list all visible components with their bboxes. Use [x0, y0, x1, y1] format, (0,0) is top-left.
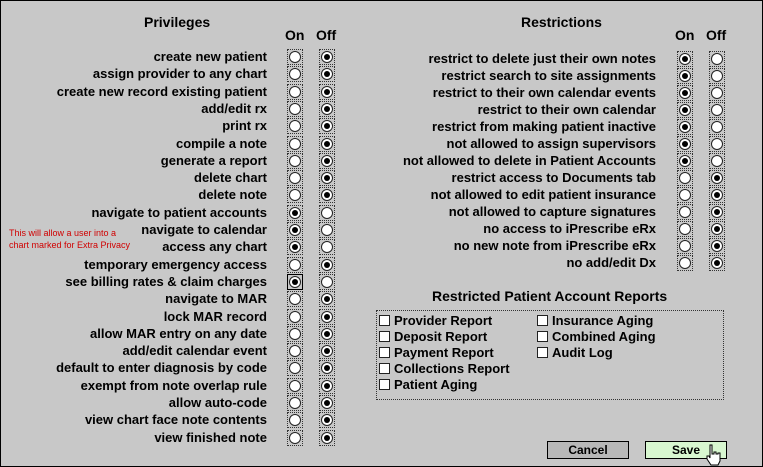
privilege-on-radio-circle	[289, 103, 301, 115]
restriction-label: restrict to delete just their own notes	[428, 51, 656, 66]
restriction-label: restrict search to site assignments	[441, 68, 656, 83]
restriction-off-radio[interactable]	[709, 170, 725, 186]
restriction-on-radio[interactable]	[677, 68, 693, 84]
privilege-off-radio-circle	[321, 155, 333, 167]
report-checkbox[interactable]	[537, 313, 653, 328]
restriction-on-radio[interactable]	[677, 51, 693, 67]
privilege-on-radio[interactable]	[287, 430, 303, 446]
restriction-off-radio-circle	[711, 87, 723, 99]
privilege-off-radio-circle	[321, 311, 333, 323]
privilege-on-radio[interactable]	[287, 378, 303, 394]
privilege-label: create new patient	[153, 49, 267, 64]
restriction-on-radio-circle	[679, 240, 691, 252]
restriction-label: restrict to their own calendar events	[432, 85, 656, 100]
privilege-on-radio-circle	[289, 224, 301, 236]
report-label: Provider Report	[394, 313, 493, 328]
privilege-on-radio-circle	[289, 86, 301, 98]
restriction-label: not allowed to assign supervisors	[446, 136, 656, 151]
privilege-label: allow MAR entry on any date	[90, 325, 267, 341]
privilege-off-radio[interactable]	[319, 153, 335, 169]
restriction-off-radio[interactable]	[709, 238, 725, 254]
extra-privacy-note: This will allow a user into a chart marked for Extra Privacy	[9, 228, 131, 250]
restriction-off-radio[interactable]	[709, 255, 725, 271]
privilege-on-radio[interactable]	[287, 222, 303, 238]
privilege-on-radio-circle	[289, 345, 301, 357]
privilege-off-radio-circle	[321, 224, 333, 236]
restriction-off-radio-circle	[711, 155, 723, 167]
privilege-off-radio[interactable]	[319, 360, 335, 376]
privilege-label: create new record existing patient	[56, 83, 267, 99]
restriction-on-radio[interactable]	[677, 136, 693, 152]
restriction-on-radio[interactable]	[677, 170, 693, 186]
privilege-on-radio[interactable]	[287, 291, 303, 307]
restriction-on-radio[interactable]	[677, 204, 693, 220]
privilege-on-radio[interactable]	[287, 153, 303, 169]
restriction-off-radio[interactable]	[709, 68, 725, 84]
privilege-on-radio[interactable]	[287, 187, 303, 203]
restriction-on-radio-circle	[679, 155, 691, 167]
privilege-on-radio-circle	[289, 380, 301, 392]
privilege-off-radio-circle	[321, 345, 333, 357]
restriction-off-radio[interactable]	[709, 204, 725, 220]
reports-box	[376, 310, 724, 400]
checkbox-square-icon	[379, 379, 390, 390]
privilege-label: see billing rates & claim charges	[65, 273, 267, 289]
privilege-on-radio-circle	[289, 328, 301, 340]
privilege-on-radio-circle	[289, 276, 301, 288]
restrictions-title: Restrictions	[521, 14, 602, 30]
report-label: Collections Report	[394, 361, 510, 376]
restriction-off-radio-circle	[711, 240, 723, 252]
restriction-off-radio-circle	[711, 172, 723, 184]
privilege-off-radio[interactable]	[319, 309, 335, 325]
restriction-off-radio[interactable]	[709, 102, 725, 118]
privilege-label: view chart face note contents	[84, 412, 267, 428]
privilege-on-radio[interactable]	[287, 170, 303, 186]
restriction-off-radio-circle	[711, 206, 723, 218]
privilege-off-radio[interactable]	[319, 170, 335, 186]
privilege-off-radio-circle	[321, 68, 333, 80]
restriction-off-radio-circle	[711, 189, 723, 201]
restriction-on-radio-circle	[679, 257, 691, 269]
restriction-off-radio-circle	[711, 223, 723, 235]
privilege-on-radio[interactable]	[287, 66, 303, 82]
restriction-on-radio-circle	[679, 206, 691, 218]
restriction-on-radio[interactable]	[677, 187, 693, 203]
restriction-off-radio-circle	[711, 53, 723, 65]
report-checkbox[interactable]	[379, 313, 492, 328]
save-button[interactable]: Save	[645, 441, 727, 459]
privilege-on-radio[interactable]	[287, 412, 303, 428]
privilege-off-radio-circle	[321, 120, 333, 132]
privilege-off-radio[interactable]	[319, 412, 335, 428]
report-label: Payment Report	[394, 345, 494, 360]
restriction-on-radio-circle	[679, 70, 691, 82]
privilege-off-radio[interactable]	[319, 257, 335, 273]
report-checkbox[interactable]	[379, 377, 477, 392]
privilege-off-radio[interactable]	[319, 274, 335, 290]
privilege-off-radio[interactable]	[319, 66, 335, 82]
privilege-on-radio-circle	[289, 138, 301, 150]
restriction-label: restrict to their own calendar	[477, 102, 656, 117]
privilege-on-radio[interactable]	[287, 309, 303, 325]
report-checkbox[interactable]	[537, 329, 656, 344]
restriction-on-radio[interactable]	[677, 119, 693, 135]
privilege-on-radio-circle	[289, 293, 301, 305]
privileges-off-header: Off	[316, 27, 337, 43]
privilege-on-radio[interactable]	[287, 360, 303, 376]
hand-cursor-icon	[705, 443, 723, 467]
privilege-label: exempt from note overlap rule	[80, 377, 267, 393]
privilege-label: navigate to calendar	[141, 222, 267, 237]
privilege-on-radio[interactable]	[287, 239, 303, 255]
privilege-off-radio-circle	[321, 276, 333, 288]
privilege-off-radio-circle	[321, 397, 333, 409]
privilege-off-radio[interactable]	[319, 222, 335, 238]
privilege-label: add/edit rx	[201, 100, 267, 116]
privilege-off-radio[interactable]	[319, 395, 335, 411]
report-label: Insurance Aging	[552, 313, 654, 328]
privilege-off-radio-circle	[321, 414, 333, 426]
restriction-off-radio[interactable]	[709, 136, 725, 152]
checkbox-square-icon	[379, 331, 390, 342]
privilege-label: default to enter diagnosis by code	[56, 360, 267, 376]
checkbox-square-icon	[379, 347, 390, 358]
restriction-on-radio[interactable]	[677, 153, 693, 169]
privilege-off-radio-circle	[321, 328, 333, 340]
checkbox-square-icon	[537, 347, 548, 358]
privilege-on-radio-circle	[289, 259, 301, 271]
privilege-label: lock MAR record	[163, 308, 267, 324]
privilege-off-radio-circle	[321, 103, 333, 115]
restriction-off-radio-circle	[711, 138, 723, 150]
restriction-off-radio[interactable]	[709, 187, 725, 203]
privilege-off-radio-circle	[321, 432, 333, 444]
restriction-off-radio[interactable]	[709, 85, 725, 101]
privilege-off-radio[interactable]	[319, 205, 335, 221]
privilege-label: generate a report	[160, 152, 267, 168]
privilege-on-radio-circle	[289, 362, 301, 374]
restriction-on-radio[interactable]	[677, 85, 693, 101]
restriction-label: no access to iPrescribe eRx	[483, 221, 656, 236]
report-checkbox[interactable]	[379, 361, 510, 376]
privilege-off-radio[interactable]	[319, 326, 335, 342]
privilege-on-radio-circle	[289, 414, 301, 426]
restriction-on-radio-circle	[679, 172, 691, 184]
privilege-off-radio[interactable]	[319, 187, 335, 203]
privilege-off-radio[interactable]	[319, 239, 335, 255]
restriction-on-radio-circle	[679, 53, 691, 65]
privilege-on-radio[interactable]	[287, 343, 303, 359]
restriction-label: not allowed to delete in Patient Accounts	[402, 153, 656, 168]
privilege-on-radio-circle	[289, 397, 301, 409]
privilege-off-radio-circle	[321, 241, 333, 253]
restriction-label: restrict from making patient inactive	[432, 119, 656, 134]
privilege-label: allow auto-code	[168, 395, 267, 410]
privilege-off-radio[interactable]	[319, 291, 335, 307]
report-checkbox[interactable]	[379, 345, 494, 360]
privilege-on-radio-circle	[289, 120, 301, 132]
restriction-label: not allowed to capture signatures	[448, 204, 656, 219]
privilege-label: delete chart	[194, 170, 267, 186]
restrictions-off-header: Off	[706, 27, 727, 43]
privilege-on-radio[interactable]	[287, 49, 303, 65]
privilege-off-radio[interactable]	[319, 49, 335, 65]
restriction-label: no new note from iPrescribe eRx	[453, 238, 656, 253]
privilege-off-radio-circle	[321, 86, 333, 98]
privilege-off-radio[interactable]	[319, 378, 335, 394]
privilege-on-radio[interactable]	[287, 326, 303, 342]
privilege-on-radio[interactable]	[287, 101, 303, 117]
privilege-off-radio-circle	[321, 189, 333, 201]
restriction-off-radio[interactable]	[709, 153, 725, 169]
privilege-off-radio-circle	[321, 259, 333, 271]
privilege-label: temporary emergency access	[84, 256, 267, 272]
privilege-on-radio[interactable]	[287, 205, 303, 221]
privilege-on-radio-circle	[289, 207, 301, 219]
privilege-on-radio-circle	[289, 189, 301, 201]
restriction-label: no add/edit Dx	[566, 255, 656, 270]
privilege-label: navigate to MAR	[165, 291, 267, 307]
report-checkbox[interactable]	[379, 329, 487, 344]
restriction-on-radio[interactable]	[677, 255, 693, 271]
restriction-on-radio-circle	[679, 87, 691, 99]
privilege-label: view finished note	[154, 429, 267, 445]
restriction-on-radio-circle	[679, 104, 691, 116]
privilege-on-radio-circle	[289, 51, 301, 63]
privilege-off-radio[interactable]	[319, 101, 335, 117]
privilege-on-radio-circle	[289, 172, 301, 184]
restriction-on-radio[interactable]	[677, 221, 693, 237]
privileges-title: Privileges	[144, 14, 211, 30]
privilege-off-radio-circle	[321, 172, 333, 184]
privilege-on-radio[interactable]	[287, 274, 303, 290]
privilege-label: navigate to patient accounts	[91, 204, 267, 220]
privilege-off-radio[interactable]	[319, 430, 335, 446]
restriction-off-radio[interactable]	[709, 51, 725, 67]
privilege-on-radio-circle	[289, 311, 301, 323]
privilege-off-radio[interactable]	[319, 343, 335, 359]
privilege-label: compile a note	[175, 135, 267, 151]
checkbox-square-icon	[537, 315, 548, 326]
privilege-off-radio-circle	[321, 293, 333, 305]
restriction-off-radio[interactable]	[709, 221, 725, 237]
privilege-on-radio-circle	[289, 68, 301, 80]
privilege-off-radio-circle	[321, 362, 333, 374]
privilege-off-radio-circle	[321, 380, 333, 392]
restriction-off-radio-circle	[711, 257, 723, 269]
privilege-label: access any chart	[162, 239, 267, 255]
checkbox-square-icon	[537, 331, 548, 342]
restriction-off-radio-circle	[711, 121, 723, 133]
privilege-off-radio[interactable]	[319, 84, 335, 100]
restriction-off-radio-circle	[711, 70, 723, 82]
restriction-on-radio-circle	[679, 138, 691, 150]
privilege-on-radio[interactable]	[287, 84, 303, 100]
restriction-off-radio-circle	[711, 104, 723, 116]
report-label: Audit Log	[552, 345, 613, 360]
privilege-on-radio[interactable]	[287, 136, 303, 152]
privilege-on-radio[interactable]	[287, 395, 303, 411]
privilege-label: print rx	[222, 118, 267, 134]
privilege-off-radio-circle	[321, 51, 333, 63]
privilege-on-radio-circle	[289, 432, 301, 444]
restriction-label: restrict access to Documents tab	[451, 170, 656, 185]
privilege-off-radio-circle	[321, 138, 333, 150]
reports-title: Restricted Patient Account Reports	[432, 288, 668, 304]
checkbox-square-icon	[379, 315, 390, 326]
privilege-label: add/edit calendar event	[122, 343, 267, 359]
cancel-button[interactable]: Cancel	[547, 441, 629, 459]
privilege-on-radio-circle	[289, 241, 301, 253]
checkbox-square-icon	[379, 363, 390, 374]
privilege-on-radio[interactable]	[287, 257, 303, 273]
restriction-on-radio-circle	[679, 223, 691, 235]
restriction-on-radio-circle	[679, 121, 691, 133]
privilege-on-radio-circle	[289, 155, 301, 167]
restriction-on-radio[interactable]	[677, 102, 693, 118]
restriction-on-radio[interactable]	[677, 238, 693, 254]
restrictions-on-header: On	[675, 27, 695, 43]
restriction-label: not allowed to edit patient insurance	[430, 187, 656, 202]
privilege-label: delete note	[198, 187, 267, 203]
report-checkbox[interactable]	[537, 345, 613, 360]
privilege-label: assign provider to any chart	[92, 66, 267, 82]
privilege-on-radio[interactable]	[287, 118, 303, 134]
privilege-off-radio-circle	[321, 207, 333, 219]
restriction-on-radio-circle	[679, 189, 691, 201]
restriction-off-radio[interactable]	[709, 119, 725, 135]
report-label: Deposit Report	[394, 329, 488, 344]
report-label: Combined Aging	[552, 329, 656, 344]
report-label: Patient Aging	[394, 377, 478, 392]
privilege-off-radio[interactable]	[319, 118, 335, 134]
privileges-on-header: On	[285, 27, 305, 43]
privilege-off-radio[interactable]	[319, 136, 335, 152]
